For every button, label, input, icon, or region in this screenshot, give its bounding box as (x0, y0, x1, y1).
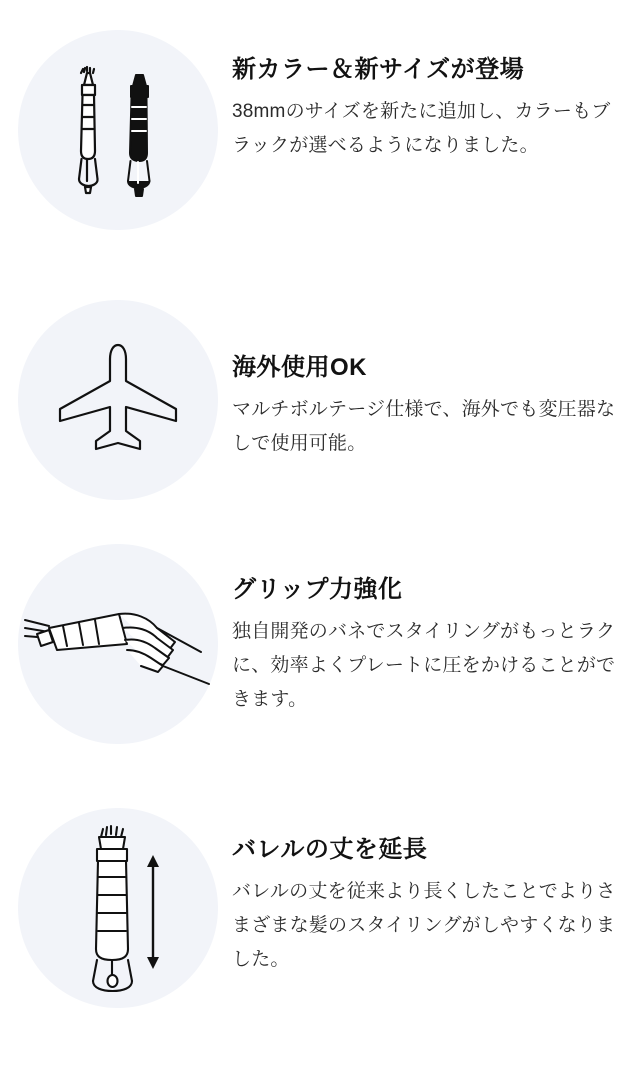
feature-description: バレルの丈を従来より長くしたことでよりさまざまな髪のスタイリングがしやすくなりました。 (232, 881, 616, 970)
airplane-icon (48, 335, 188, 465)
feature-icon-circle (18, 300, 218, 500)
feature-description: 独自開発のバネでスタイリングがもっとラクに、効率よくプレートに圧をかけることができます。 (232, 621, 616, 710)
barrel-length-arrow-icon (53, 821, 183, 996)
feature-icon-circle (18, 544, 218, 744)
feature-title: バレルの丈を延長 (232, 836, 428, 863)
feature-icon-circle (18, 808, 218, 1008)
feature-item (0, 290, 644, 538)
feature-title: グリップ力強化 (232, 576, 403, 603)
feature-item (0, 538, 644, 798)
feature-icon-circle (18, 30, 218, 230)
feature-text (232, 18, 620, 163)
feature-item (0, 798, 644, 1078)
hand-gripping-iron-icon (23, 584, 213, 704)
feature-text (232, 538, 620, 717)
feature-title: 新カラー＆新サイズが登場 (232, 56, 525, 83)
feature-item (0, 18, 644, 290)
feature-title: 海外使用OK (232, 354, 367, 381)
two-curling-irons-icon (43, 55, 193, 205)
feature-text (232, 798, 620, 977)
feature-text (232, 290, 620, 461)
feature-description: 38mmのサイズを新たに追加し、カラーもブラックが選べるようになりました。 (232, 101, 611, 156)
feature-description: マルチボルテージ仕様で、海外でも変圧器なしで使用可能。 (232, 399, 616, 454)
